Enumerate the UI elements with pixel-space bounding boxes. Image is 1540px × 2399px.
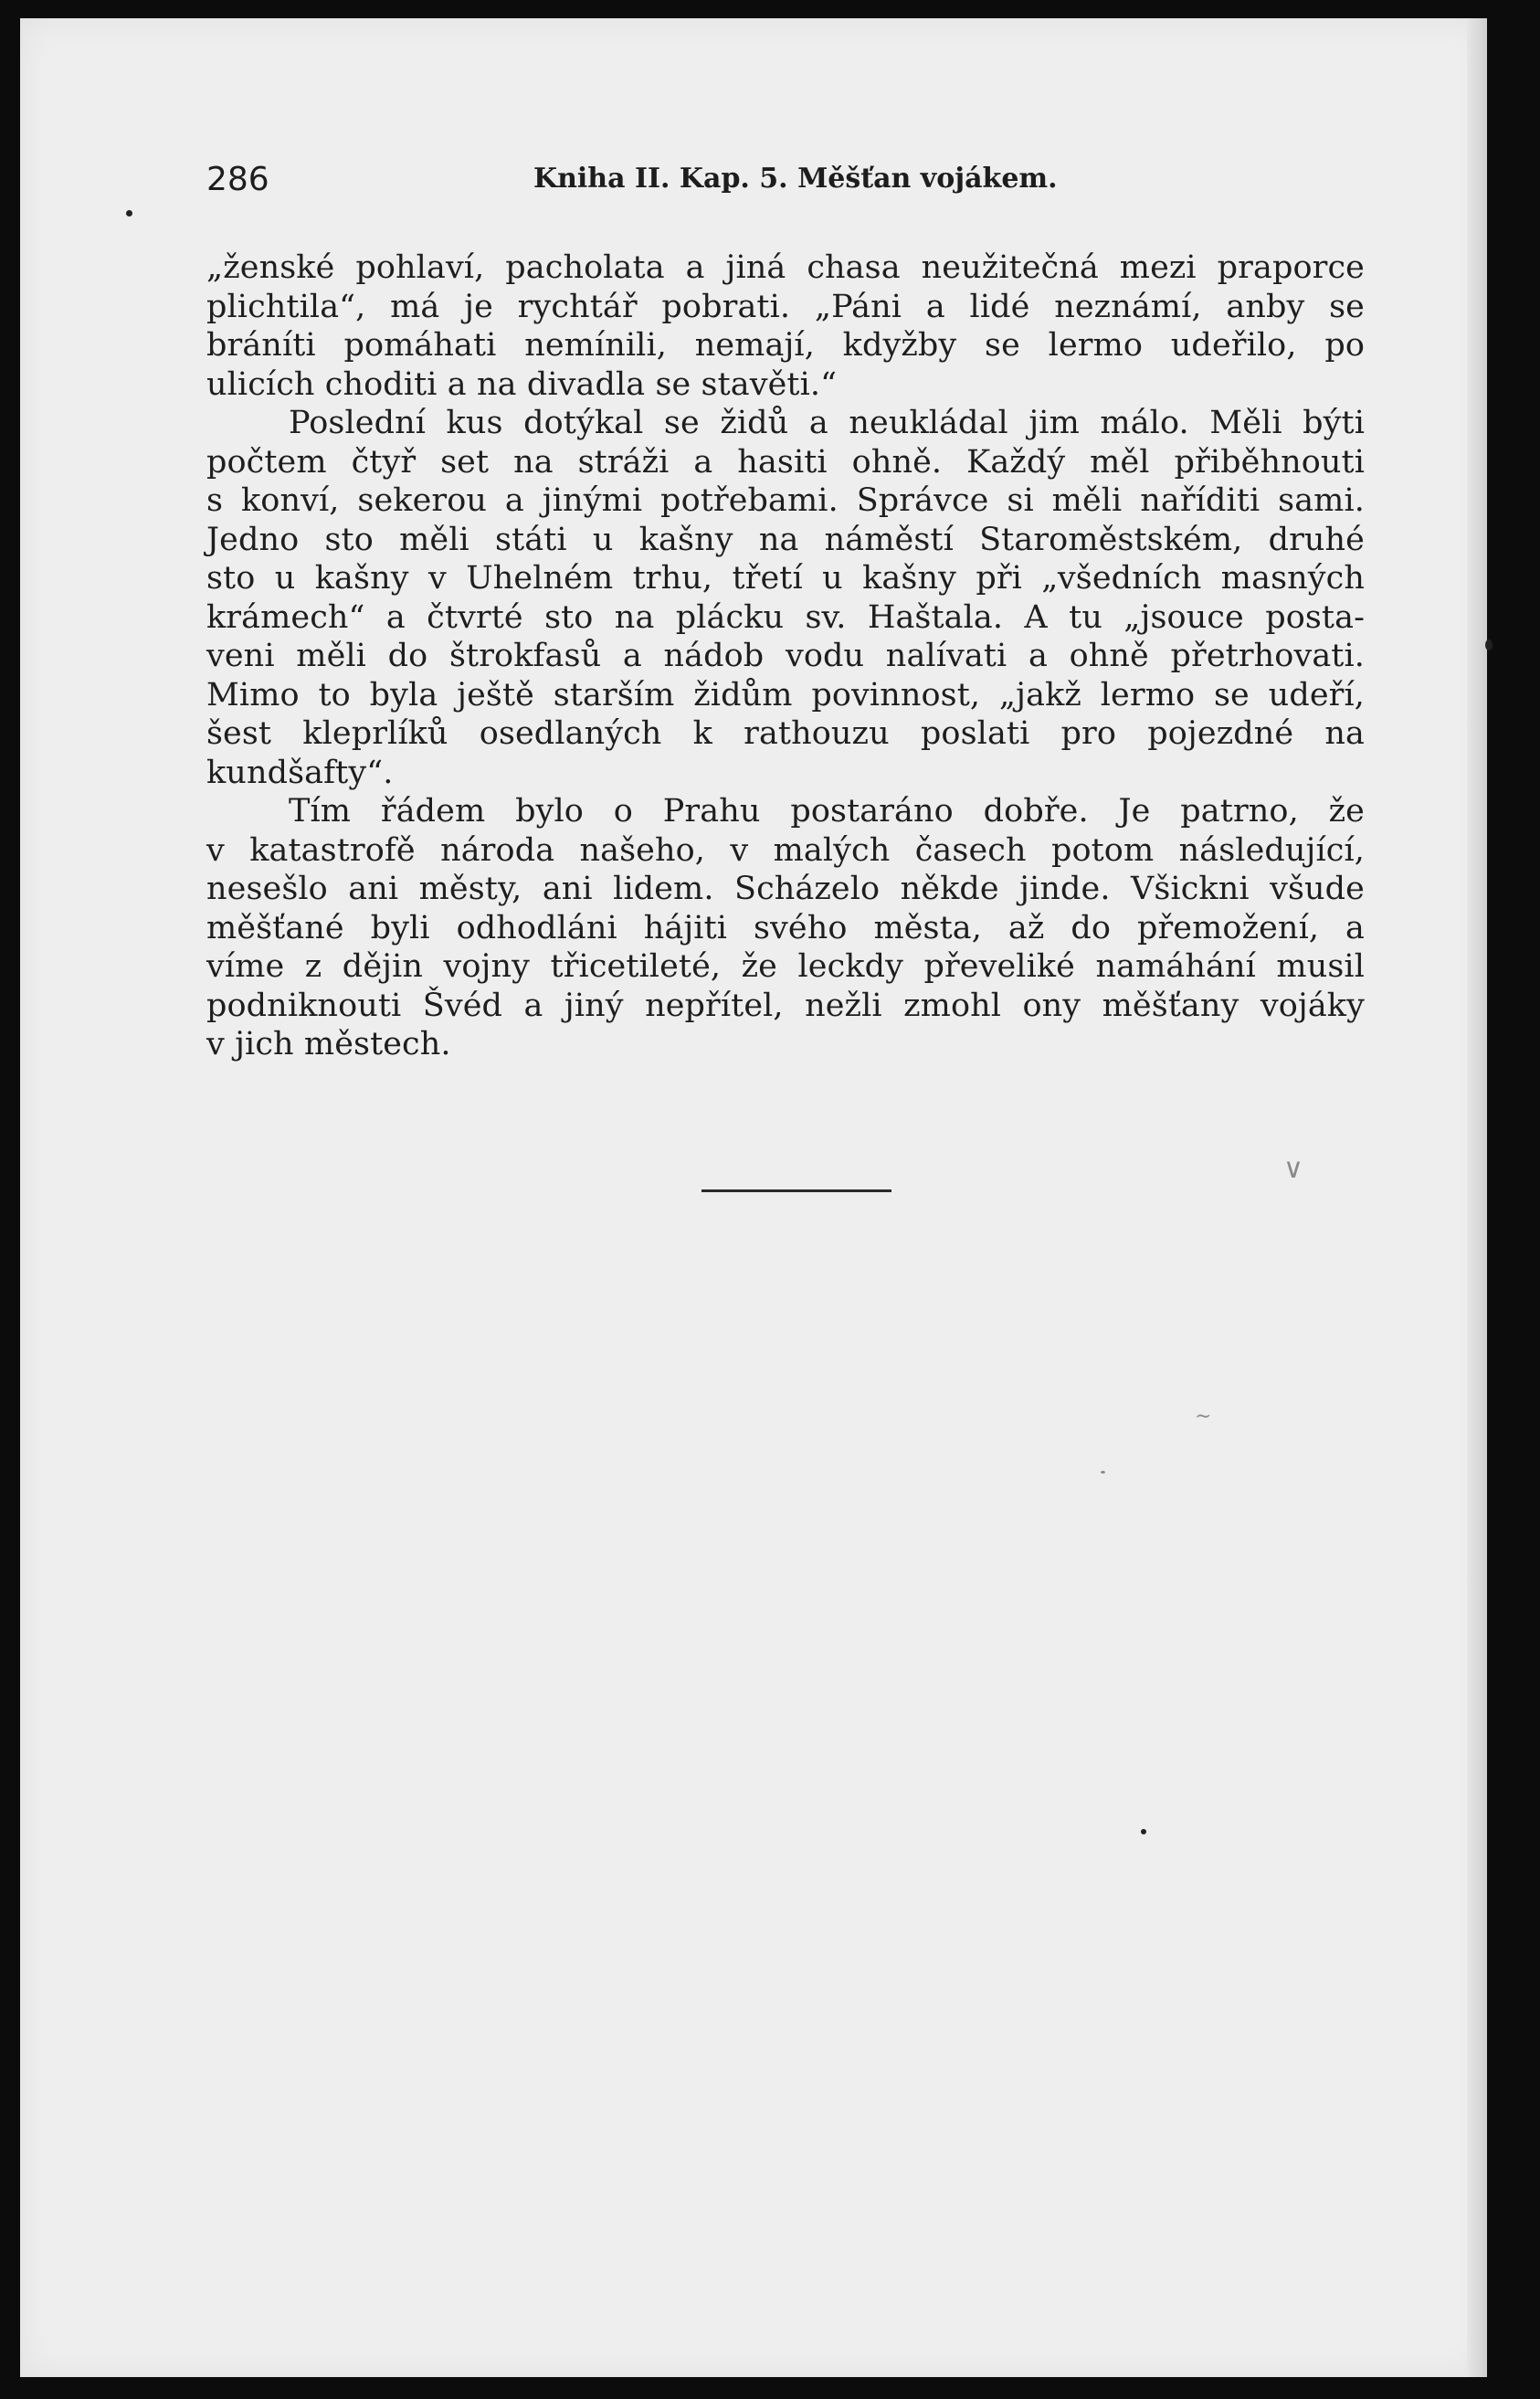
chapter-heading: Kniha II. Kap. 5. Měšťan vojákem. <box>533 163 1058 195</box>
text-line: sto u kašny v Uhelném trhu, třetí u kašny při „všedních masných <box>206 560 1365 597</box>
text-line: nesešlo ani městy, ani lidem. Scházelo někde jinde. Všickni všude <box>206 871 1365 907</box>
pencil-mark: ∨ <box>1283 1153 1303 1185</box>
text-line: víme z dějin vojny třicetileté, že leckdy převeliké namáhání musil <box>206 948 1365 985</box>
text-line: počtem čtyř set na stráži a hasiti ohně. Každý měl přiběhnouti <box>206 443 1365 481</box>
text-line: kundšafty“. <box>206 754 394 791</box>
section-end-rule <box>701 1189 891 1192</box>
text-line: plichtila“, má je rychtář pobrati. „Páni a lidé neznámí, anby se <box>206 288 1365 325</box>
text-line: šest kleprlíků osedlaných k rathouzu poslati pro pojezdné na <box>206 715 1365 752</box>
text-line: podniknouti Švéd a jiný nepřítel, nežli zmohl ony měšťany vojáky <box>206 987 1365 1024</box>
text-line: „ženské pohlaví, pacholata a jiná chasa neužitečná mezi praporce <box>206 249 1365 286</box>
text-line: krámech“ a čtvrté sto na plácku sv. Haštala. A tu „jsouce posta- <box>206 598 1365 636</box>
text-line: v katastrofě národa našeho, v malých časech potom následující, <box>206 831 1365 869</box>
page-edge-shadow <box>1467 18 1487 2377</box>
text-line: v jich městech. <box>206 1026 451 1062</box>
text-line: bráníti pomáhati nemínili, nemají, kdyžby se lermo udeřilo, po <box>206 327 1365 364</box>
text-line: s konví, sekerou a jinými potřebami. Správce si měli naříditi sami. <box>206 482 1365 519</box>
page-number: 286 <box>206 161 269 198</box>
text-line: veni měli do štrokfasů a nádob vodu nalívati a ohně přetrhovati. <box>206 638 1365 674</box>
text-line: Mimo to byla ještě starším židům povinnost, „jakž lermo se udeří, <box>206 676 1365 713</box>
text-line-paragraph-start: Poslední kus dotýkal se židů a neukládal jim málo. Měli býti <box>289 405 1365 441</box>
text-body <box>206 248 1365 1064</box>
text-line-paragraph-start: Tím řádem bylo o Prahu postaráno dobře. Je patrno, že <box>289 793 1365 830</box>
scan-speck <box>126 210 132 217</box>
running-head <box>206 153 1376 208</box>
text-line: ulicích choditi a na divadla se stavěti.“ <box>206 365 838 403</box>
pencil-mark: ∼ <box>1195 1405 1212 1428</box>
text-line: Jedno sto měli státi u kašny na náměstí Staroměstském, druhé <box>206 521 1365 558</box>
text-line: měšťané byli odhodláni hájiti svého města, až do přemožení, a <box>206 909 1365 946</box>
scan-speck <box>1101 1471 1105 1474</box>
scan-speck <box>1141 1829 1146 1834</box>
scan-speck <box>1485 639 1493 650</box>
